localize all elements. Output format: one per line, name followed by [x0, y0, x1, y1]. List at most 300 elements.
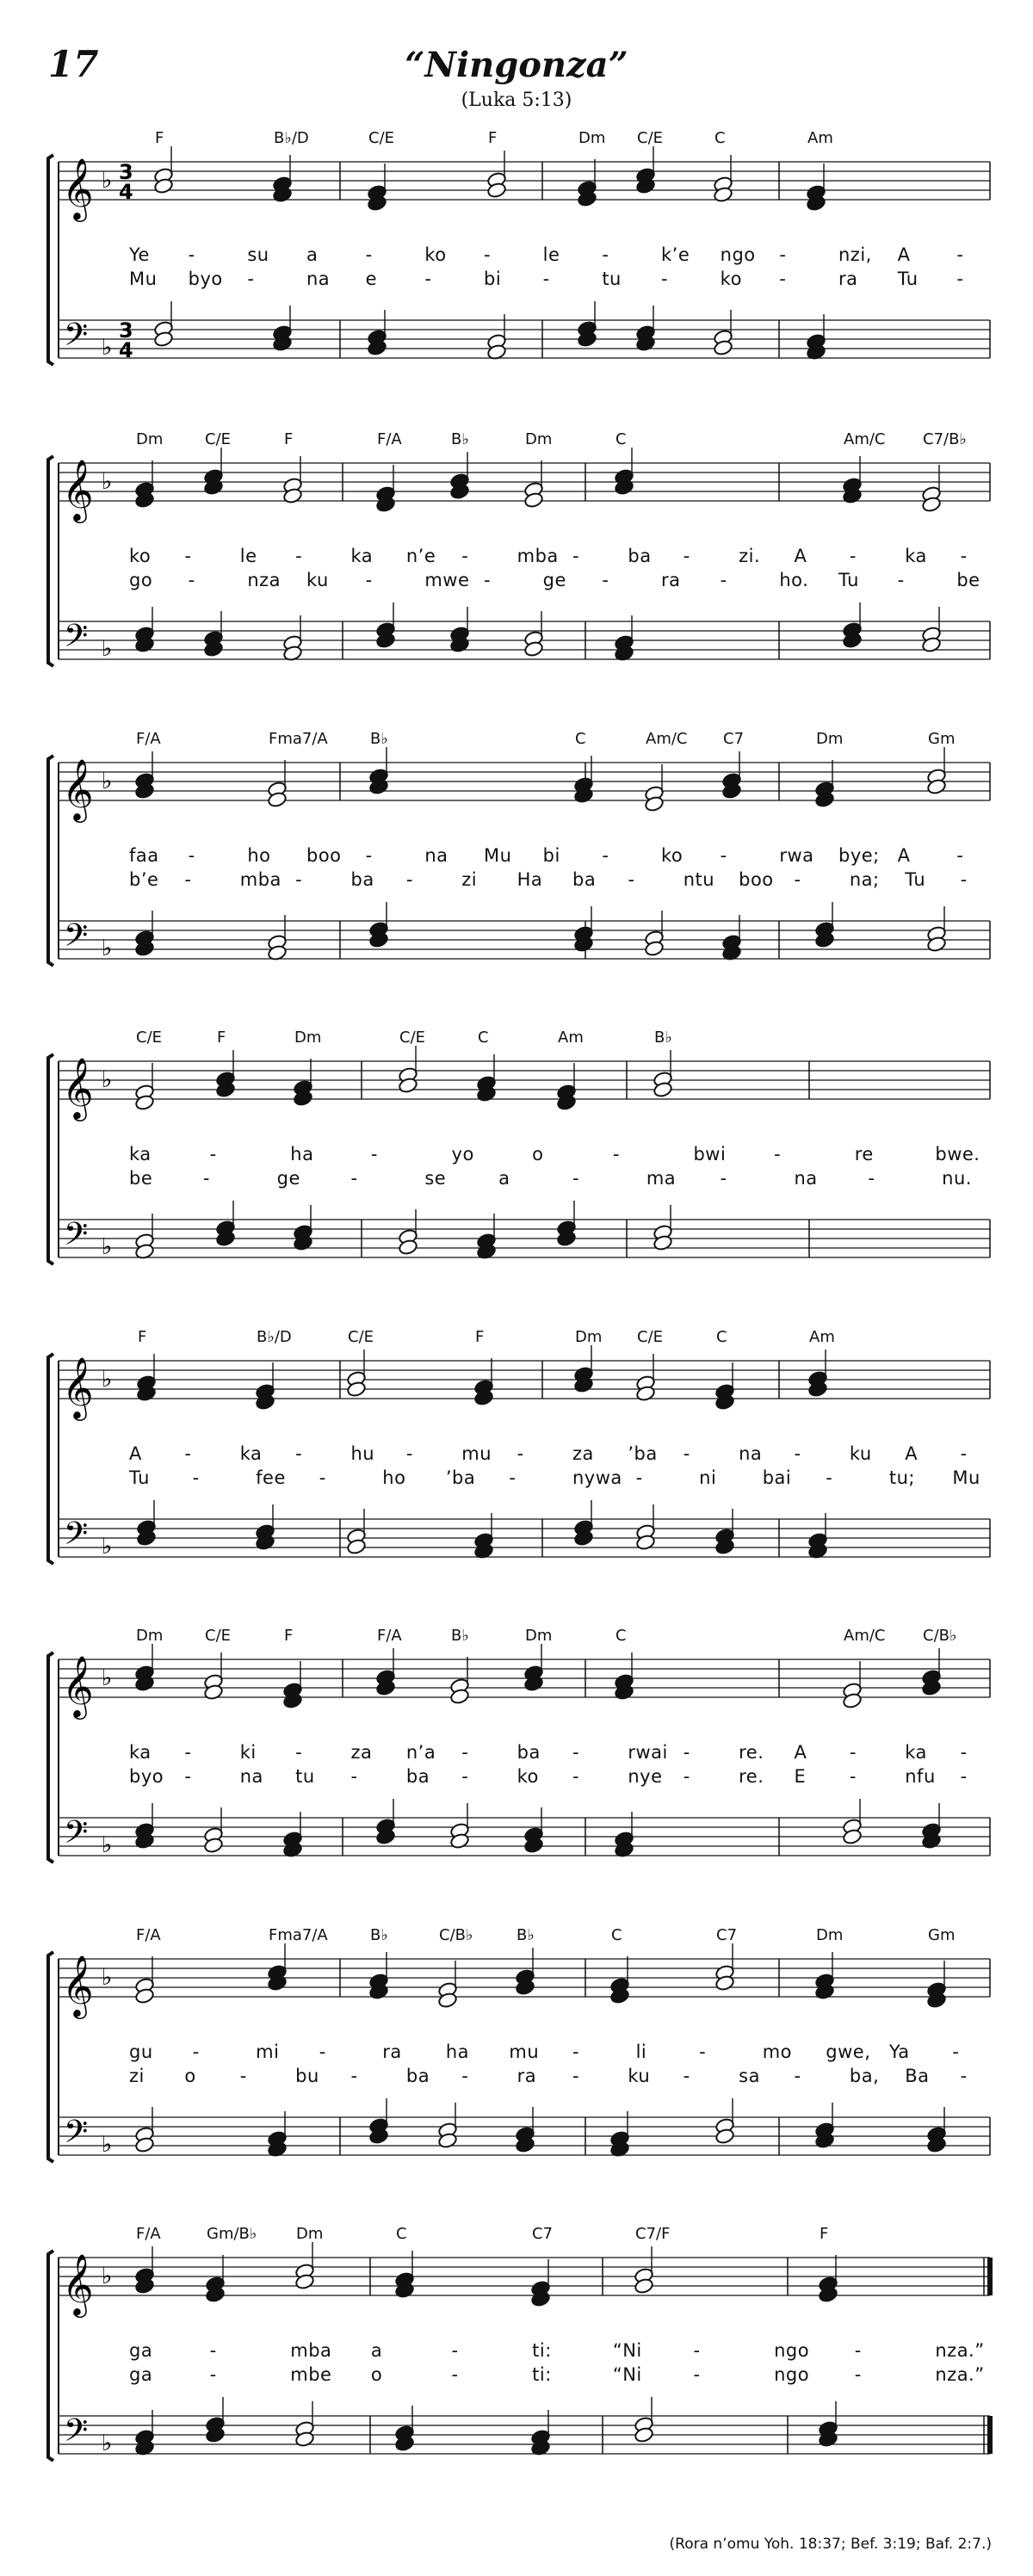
lyric-verse2-syllable: byo [188, 269, 223, 289]
chord-symbol: Am [807, 129, 833, 147]
lyric-verse2-syllable: - [405, 869, 413, 890]
chord-symbol: F/A [136, 2225, 161, 2243]
lyric-verse1-syllable: le [239, 546, 257, 566]
music-system [0, 2225, 1033, 2483]
chord-symbol: Dm [136, 430, 164, 448]
staff-lines [0, 129, 1033, 387]
chord-symbol: C7 [532, 2225, 554, 2243]
lyric-verse1-syllable: zi. [739, 546, 761, 566]
system-bracket [48, 2251, 53, 2461]
chord-symbol: C7 [716, 1926, 738, 1944]
chord-symbol: Gm [928, 1926, 956, 1944]
lyric-verse1-syllable: - [612, 1144, 620, 1164]
lyric-verse1-syllable: A [794, 546, 807, 566]
chord-symbol: C/E [136, 1029, 163, 1047]
chord-symbol: F/A [136, 1926, 161, 1944]
chord-symbol: B♭/D [257, 1328, 292, 1346]
chord-symbol: F [488, 129, 498, 147]
system-bracket [48, 456, 53, 666]
chord-symbol: Dm [296, 2225, 324, 2243]
lyric-verse2-syllable: Ha [516, 869, 543, 890]
lyric-verse2-syllable: - [509, 1467, 516, 1488]
chord-symbol: C [396, 2225, 407, 2243]
lyric-verse2-syllable: - [897, 570, 905, 590]
lyric-verse1-syllable: gu [129, 2042, 153, 2062]
lyric-verse1-syllable: - [184, 1443, 192, 1464]
lyric-verse2-syllable: - [854, 2364, 862, 2385]
bass-clef-icon: 𝄢 [64, 1216, 89, 1260]
lyric-verse1-syllable: ka [905, 546, 927, 566]
bass-clef-icon: 𝄢 [64, 2412, 89, 2456]
lyric-verse1-syllable: ga [129, 2340, 153, 2361]
chord-symbol: F [155, 129, 164, 147]
chord-symbol: B♭ [654, 1029, 672, 1047]
lyric-verse1-syllable: re. [739, 1742, 764, 1763]
lyric-verse1-syllable: ka [129, 1144, 152, 1164]
flat-key-signature-icon: ♭ [102, 168, 113, 194]
chord-symbol: Dm [294, 1029, 322, 1047]
lyric-verse2-syllable: - [693, 2364, 701, 2385]
lyric-verse2-syllable: Tu [897, 269, 919, 289]
chord-symbol: B♭/D [274, 129, 309, 147]
lyric-verse1-syllable: Mu [484, 845, 512, 866]
time-signature-bottom: 4 [119, 180, 133, 204]
lyric-verse2-syllable: ra [661, 570, 681, 590]
chord-symbol: C7 [723, 730, 745, 748]
lyric-verse1-syllable: mu [461, 1443, 492, 1464]
lyric-verse1-syllable: A [905, 1443, 919, 1464]
lyric-verse2-syllable: ku [306, 570, 329, 590]
lyric-verse2-syllable: ge [542, 570, 566, 590]
lyric-verse2-syllable: Mu [129, 269, 158, 289]
lyric-verse1-syllable: za [350, 1742, 373, 1763]
lyric-verse1-syllable: - [602, 244, 609, 265]
lyric-verse2-syllable: nu. [942, 1168, 972, 1189]
lyric-verse1-syllable: - [794, 1443, 801, 1464]
lyric-verse1-syllable: A [897, 244, 911, 265]
lyric-verse1-syllable: nzi, [838, 244, 872, 265]
lyric-verse2-syllable: boo [739, 869, 774, 890]
lyric-verse1-syllable: - [683, 546, 690, 566]
lyric-verse1-syllable: gwe, [826, 2042, 871, 2062]
flat-key-signature-icon: ♭ [102, 335, 113, 361]
lyric-verse1-syllable: Ya [888, 2042, 910, 2062]
treble-clef-icon: 𝄞 [62, 157, 94, 219]
lyric-verse1-syllable: ha [290, 1144, 314, 1164]
chord-symbol: C [478, 1029, 489, 1047]
system-bracket [48, 1054, 53, 1264]
lyric-verse2-syllable: byo [129, 1766, 164, 1787]
lyric-verse2-syllable: “Ni [612, 2364, 642, 2385]
lyric-verse1-syllable: A [794, 1742, 807, 1763]
hymn-number: 17 [48, 43, 99, 85]
lyric-verse2-syllable: - [239, 2066, 247, 2086]
lyric-verse1-syllable: - [683, 1443, 690, 1464]
chord-symbol: C [714, 129, 726, 147]
lyric-verse1-syllable: ngo [720, 244, 756, 265]
lyric-verse2-syllable: se [424, 1168, 447, 1189]
time-signature-top: 3 [119, 318, 133, 343]
treble-clef-icon: 𝄞 [62, 1356, 94, 1418]
lyric-verse1-syllable: rwa [779, 845, 814, 866]
lyric-verse1-syllable: - [188, 845, 195, 866]
lyric-verse2-syllable: - [849, 1766, 857, 1787]
treble-clef-icon: 𝄞 [62, 757, 94, 820]
lyric-verse2-syllable: a [498, 1168, 510, 1189]
lyric-verse1-syllable: n’a [405, 1742, 436, 1763]
chord-symbol: Am/C [844, 430, 886, 448]
chord-symbol: Gm/B♭ [207, 2225, 257, 2243]
lyric-verse2-syllable: zi [129, 2066, 145, 2086]
lyric-verse2-syllable: ra [516, 2066, 537, 2086]
lyric-verse2-syllable: nye [628, 1766, 663, 1787]
chord-symbol: F [138, 1328, 147, 1346]
music-system [0, 730, 1033, 988]
lyric-verse2-syllable: - [635, 1467, 643, 1488]
lyric-verse2-syllable: ntu [683, 869, 715, 890]
lyric-verse2-syllable: na [794, 1168, 818, 1189]
lyric-verse2-syllable: - [192, 1467, 200, 1488]
time-signature-bottom: 4 [119, 338, 133, 362]
lyric-verse1-syllable: faa [129, 845, 159, 866]
chord-symbol: F [284, 430, 294, 448]
time-signature-top: 3 [119, 160, 133, 184]
flat-key-signature-icon: ♭ [102, 636, 113, 662]
lyric-verse2-syllable: mwe [424, 570, 470, 590]
chord-symbol: Am/C [844, 1627, 886, 1645]
lyric-verse2-syllable: nfu [905, 1766, 936, 1787]
lyric-verse1-syllable: - [849, 1742, 857, 1763]
lyric-verse2-syllable: ba [572, 869, 597, 890]
lyric-verse2-syllable: Tu [905, 869, 926, 890]
lyric-verse2-syllable: o [370, 2364, 383, 2385]
chord-symbol: C/B♭ [439, 1926, 473, 1944]
lyric-verse1-syllable: - [693, 2340, 701, 2361]
lyric-verse1-syllable: ko [661, 845, 684, 866]
lyric-verse1-syllable: Ye [129, 244, 150, 265]
lyric-verse1-syllable: - [484, 244, 492, 265]
lyric-verse2-syllable: - [572, 1168, 580, 1189]
chord-symbol: C/E [399, 1029, 426, 1047]
lyric-verse1-syllable: ha [445, 2042, 470, 2062]
lyric-verse2-syllable: ti: [532, 2364, 552, 2385]
lyric-verse1-syllable: - [295, 546, 303, 566]
lyric-verse1-syllable: - [683, 1742, 690, 1763]
lyric-verse1-syllable: - [960, 1443, 968, 1464]
chord-symbol: C [615, 1627, 627, 1645]
lyric-verse2-syllable: - [350, 2066, 358, 2086]
lyric-verse2-syllable: Mu [952, 1467, 980, 1488]
lyric-verse1-syllable: mba [516, 546, 559, 566]
chord-symbol: Dm [525, 430, 553, 448]
lyric-verse2-syllable: - [602, 570, 609, 590]
lyric-verse1-syllable: li [635, 2042, 647, 2062]
treble-clef-icon: 𝄞 [62, 1654, 94, 1717]
lyric-verse2-syllable: tu [602, 269, 622, 289]
lyric-verse2-syllable: ra [838, 269, 858, 289]
chord-symbol: C [615, 430, 627, 448]
lyric-verse2-syllable: ho [382, 1467, 406, 1488]
lyric-verse2-syllable: - [184, 869, 192, 890]
lyric-verse2-syllable: - [461, 1766, 469, 1787]
flat-key-signature-icon: ♭ [102, 1534, 113, 1560]
lyric-verse1-syllable: boo [306, 845, 342, 866]
chord-symbol: F [284, 1627, 294, 1645]
lyric-verse1-syllable: - [209, 1144, 217, 1164]
treble-clef-icon: 𝄞 [62, 1954, 94, 2017]
lyric-verse1-syllable: ka [905, 1742, 927, 1763]
flat-key-signature-icon: ♭ [102, 2264, 113, 2289]
lyric-verse2-syllable: - [628, 869, 635, 890]
lyric-verse1-syllable: - [602, 845, 609, 866]
lyric-verse2-syllable: Ba [905, 2066, 930, 2086]
lyric-verse1-syllable: hu [350, 1443, 375, 1464]
flat-key-signature-icon: ♭ [102, 1832, 113, 1858]
lyric-verse1-syllable: - [405, 1443, 413, 1464]
music-system [0, 1029, 1033, 1287]
chord-symbol: F [217, 1029, 226, 1047]
chord-symbol: C [611, 1926, 622, 1944]
lyric-verse2-syllable: na [239, 1766, 263, 1787]
bass-clef-icon: 𝄢 [64, 1516, 89, 1560]
lyric-verse1-syllable: - [779, 244, 787, 265]
lyric-verse2-syllable: - [661, 269, 669, 289]
lyric-verse2-syllable: - [451, 2364, 459, 2385]
lyric-verse1-syllable: - [774, 1144, 782, 1164]
lyric-verse2-syllable: tu; [888, 1467, 915, 1488]
lyric-verse2-syllable: - [572, 1766, 580, 1787]
music-system [0, 430, 1033, 689]
lyric-verse1-syllable: re [854, 1144, 874, 1164]
lyric-verse2-syllable: ngo [774, 2364, 810, 2385]
lyric-verse1-syllable: - [370, 1144, 378, 1164]
lyric-verse1-syllable: bwe. [935, 1144, 980, 1164]
chord-symbol: Fma7/A [269, 730, 328, 748]
bass-clef-icon: 𝄢 [64, 917, 89, 961]
lyric-verse1-syllable: - [209, 2340, 217, 2361]
chord-symbol: B♭ [451, 430, 469, 448]
lyric-verse2-syllable: ’ba [445, 1467, 476, 1488]
lyric-verse1-syllable: su [247, 244, 269, 265]
lyric-verse2-syllable: - [868, 1168, 875, 1189]
lyric-verse1-syllable: ba [516, 1742, 541, 1763]
lyric-verse2-syllable: o [184, 2066, 196, 2086]
lyric-verse1-syllable: bye; [838, 845, 880, 866]
lyric-verse1-syllable: ngo [774, 2340, 810, 2361]
system-bracket [48, 756, 53, 966]
lyric-verse1-syllable: - [699, 2042, 707, 2062]
staff-lines [0, 1029, 1033, 1287]
lyric-verse2-syllable: - [295, 869, 303, 890]
lyric-verse2-syllable: tu [295, 1766, 315, 1787]
lyric-verse2-syllable: ko [720, 269, 742, 289]
lyric-verse2-syllable: e [365, 269, 378, 289]
lyric-verse2-syllable: - [960, 1766, 968, 1787]
system-bracket [48, 1652, 53, 1863]
system-bracket [48, 1952, 53, 2162]
lyric-verse1-syllable: n’e [405, 546, 436, 566]
hymn-title: “Ningonza” [405, 45, 628, 85]
chord-symbol: F [820, 2225, 829, 2243]
lyric-verse2-syllable: - [424, 269, 432, 289]
chord-symbol: Fma7/A [269, 1926, 328, 1944]
lyric-verse2-syllable: fee [256, 1467, 286, 1488]
lyric-verse2-syllable: ba [405, 2066, 430, 2086]
chord-symbol: Am/C [646, 730, 688, 748]
chord-symbol: B♭ [451, 1627, 469, 1645]
scripture-reference: (Luka 5:13) [461, 90, 572, 111]
lyric-verse1-syllable: ka [129, 1742, 152, 1763]
bass-clef-icon: 𝄢 [64, 2114, 89, 2158]
chord-symbol: Dm [575, 1328, 603, 1346]
lyric-verse2-syllable: nza [247, 570, 281, 590]
lyric-verse1-syllable: - [461, 546, 469, 566]
chord-symbol: C/E [368, 129, 395, 147]
system-bracket [48, 1354, 53, 1564]
lyric-verse1-syllable: - [960, 546, 968, 566]
flat-key-signature-icon: ♭ [102, 2431, 113, 2456]
treble-clef-icon: 𝄞 [62, 458, 94, 521]
lyric-verse1-syllable: ra [382, 2042, 402, 2062]
lyric-verse2-syllable: - [826, 1467, 833, 1488]
lyric-verse2-syllable: - [184, 1766, 192, 1787]
lyric-verse1-syllable: ka [239, 1443, 263, 1464]
lyric-verse2-syllable: E [794, 1766, 807, 1787]
lyric-verse2-syllable: - [572, 2066, 580, 2086]
lyric-verse2-syllable: mba [239, 869, 281, 890]
lyric-verse2-syllable: re. [739, 1766, 764, 1787]
lyric-verse1-syllable: - [188, 244, 195, 265]
flat-key-signature-icon: ♭ [102, 1665, 113, 1691]
chord-symbol: Dm [578, 129, 606, 147]
bass-clef-icon: 𝄢 [64, 618, 89, 662]
lyric-verse2-syllable: - [794, 2066, 801, 2086]
lyric-verse1-syllable: mu [509, 2042, 540, 2062]
lyric-verse1-syllable: - [295, 1742, 303, 1763]
lyric-verse2-syllable: na [306, 269, 331, 289]
lyric-verse1-syllable: - [956, 244, 964, 265]
lyric-verse2-syllable: ga [129, 2364, 153, 2385]
lyric-verse2-syllable: - [319, 1467, 326, 1488]
chord-symbol: F/A [377, 430, 402, 448]
flat-key-signature-icon: ♭ [102, 1067, 113, 1093]
lyric-verse2-syllable: b’e [129, 869, 159, 890]
lyric-verse2-syllable: - [202, 1168, 210, 1189]
lyric-verse1-syllable: - [572, 546, 580, 566]
lyric-verse1-syllable: A [897, 845, 911, 866]
flat-key-signature-icon: ♭ [102, 936, 113, 961]
lyric-verse2-syllable: - [350, 1766, 358, 1787]
lyric-verse2-syllable: nza.” [935, 2364, 985, 2385]
lyric-verse1-syllable: ho [247, 845, 271, 866]
lyric-verse2-syllable: - [794, 869, 801, 890]
lyric-verse1-syllable: - [184, 1742, 192, 1763]
chord-symbol: C [575, 730, 586, 748]
bass-clef-icon: 𝄢 [64, 1814, 89, 1858]
lyric-verse2-syllable: be [956, 570, 980, 590]
lyric-verse1-syllable: za [572, 1443, 594, 1464]
lyric-verse2-syllable: bu [295, 2066, 319, 2086]
lyric-verse2-syllable: zi [461, 869, 478, 890]
lyric-verse2-syllable: bi [484, 269, 502, 289]
flat-key-signature-icon: ♭ [102, 469, 113, 495]
chord-symbol: C/B♭ [923, 1627, 957, 1645]
lyric-verse2-syllable: ge [276, 1168, 300, 1189]
lyric-verse2-syllable: Tu [129, 1467, 150, 1488]
lyric-verse2-syllable: Tu [838, 570, 859, 590]
lyric-verse1-syllable: na [424, 845, 448, 866]
lyric-verse2-syllable: - [779, 269, 787, 289]
chord-symbol: Gm [928, 730, 956, 748]
lyric-verse1-syllable: a [306, 244, 319, 265]
lyric-verse1-syllable: - [365, 244, 373, 265]
music-system [0, 129, 1033, 387]
lyric-verse2-syllable: sa [739, 2066, 760, 2086]
lyric-verse1-syllable: - [451, 2340, 459, 2361]
lyric-verse1-syllable: a [370, 2340, 383, 2361]
lyric-verse1-syllable: na [739, 1443, 763, 1464]
chord-symbol: B♭ [370, 1926, 388, 1944]
chord-symbol: Dm [136, 1627, 164, 1645]
lyric-verse2-syllable: - [683, 1766, 690, 1787]
lyric-verse1-syllable: A [129, 1443, 142, 1464]
chord-symbol: B♭ [516, 1926, 535, 1944]
lyric-verse1-syllable: - [184, 546, 192, 566]
lyric-verse1-syllable: - [956, 845, 964, 866]
lyric-verse1-syllable: - [192, 2042, 200, 2062]
lyric-verse1-syllable: mba [290, 2340, 332, 2361]
lyric-verse1-syllable: bi [542, 845, 560, 866]
lyric-verse1-syllable: nza.” [935, 2340, 985, 2361]
lyric-verse2-syllable: - [350, 1168, 358, 1189]
lyric-verse2-syllable: go [129, 570, 153, 590]
lyric-verse1-syllable: - [952, 2042, 960, 2062]
flat-key-signature-icon: ♭ [102, 1367, 113, 1393]
lyric-verse2-syllable: - [960, 2066, 968, 2086]
lyric-verse2-syllable: - [720, 570, 727, 590]
chord-symbol: C7/F [635, 2225, 671, 2243]
lyric-verse1-syllable: ko [129, 546, 152, 566]
lyric-verse2-syllable: ba [350, 869, 374, 890]
lyric-verse2-syllable: bai [762, 1467, 792, 1488]
lyric-verse2-syllable: - [209, 2364, 217, 2385]
lyric-verse2-syllable: be [129, 1168, 153, 1189]
lyric-verse2-syllable: - [484, 570, 492, 590]
lyric-verse1-syllable: k’e [661, 244, 690, 265]
lyric-verse2-syllable: na; [849, 869, 880, 890]
lyric-verse2-syllable: ba [405, 1766, 430, 1787]
chord-symbol: C/E [637, 1328, 664, 1346]
lyric-verse2-syllable: - [542, 269, 550, 289]
chord-symbol: Dm [816, 1926, 844, 1944]
chord-symbol: Dm [816, 730, 844, 748]
lyric-verse1-syllable: mi [256, 2042, 280, 2062]
lyric-verse1-syllable: ku [849, 1443, 872, 1464]
chord-symbol: C7/B♭ [923, 430, 967, 448]
lyric-verse1-syllable: le [542, 244, 560, 265]
footer-references: (Rora n’omu Yoh. 18:37; Bef. 3:19; Baf. 2:7.) [669, 2536, 992, 2553]
chord-symbol: Am [809, 1328, 835, 1346]
lyric-verse1-syllable: - [572, 1742, 580, 1763]
lyric-verse2-syllable: ku [628, 2066, 651, 2086]
lyric-verse1-syllable: bwi [693, 1144, 727, 1164]
chord-symbol: C/E [205, 430, 232, 448]
lyric-verse1-syllable: - [854, 2340, 862, 2361]
chord-symbol: C/E [348, 1328, 374, 1346]
lyric-verse2-syllable: ko [516, 1766, 539, 1787]
lyric-verse2-syllable: - [365, 570, 373, 590]
lyric-verse2-syllable: - [188, 570, 195, 590]
